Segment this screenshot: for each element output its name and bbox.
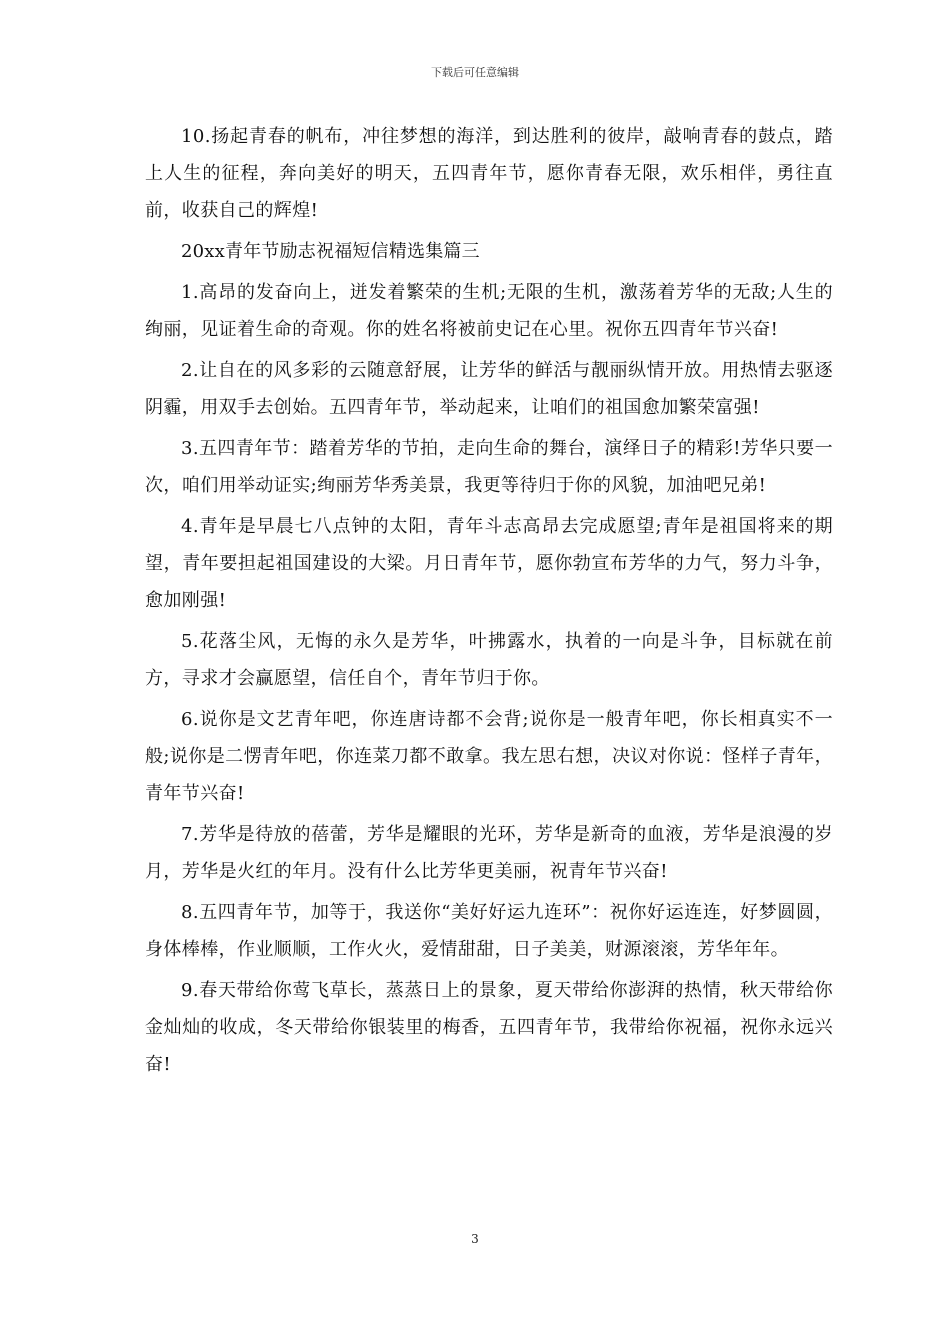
paragraph-item-8: 8.五四青年节，加等于，我送你“美好好运九连环”：祝你好运连连，好梦圆圆，身体棒棒，作业顺顺，工作火火，爱情甜甜，日子美美，财源滚滚，芳华年年。: [145, 902, 833, 960]
page-number: 3: [471, 1232, 479, 1246]
paragraph-item-3: 3.五四青年节：踏着芳华的节拍，走向生命的舞台，演绎日子的精彩!芳华只要一次，咱们用举动证实;绚丽芳华秀美景，我更等待归于你的风貌，加油吧兄弟!: [145, 438, 833, 496]
paragraph-item-9: 9.春天带给你莺飞草长，蒸蒸日上的景象，夏天带给你澎湃的热情，秋天带给你金灿灿的收成，冬天带给你银装里的梅香，五四青年节，我带给你祝福，祝你永远兴奋!: [145, 980, 833, 1075]
paragraph-item-1: 1.高昂的发奋向上，迸发着繁荣的生机;无限的生机，激荡着芳华的无敌;人生的绚丽，见证着生命的奇观。你的姓名将被前史记在心里。祝你五四青年节兴奋!: [145, 282, 833, 340]
document-body: [145, 118, 833, 1087]
paragraph-item-4: 4.青年是早晨七八点钟的太阳，青年斗志高昂去完成愿望;青年是祖国将来的期望，青年要担起祖国建设的大梁。月日青年节，愿你勃宣布芳华的力气，努力斗争，愈加刚强!: [145, 516, 833, 611]
page-header: 下载后可任意编辑: [431, 66, 519, 79]
paragraph-item-7: 7.芳华是待放的蓓蕾，芳华是耀眼的光环，芳华是新奇的血液，芳华是浪漫的岁月，芳华是火红的年月。没有什么比芳华更美丽，祝青年节兴奋!: [145, 824, 833, 882]
paragraph-item-10: 10.扬起青春的帆布，冲往梦想的海洋，到达胜利的彼岸，敲响青春的鼓点，踏上人生的征程，奔向美好的明天，五四青年节，愿你青春无限，欢乐相伴，勇往直前，收获自己的辉煌!: [145, 126, 833, 221]
paragraph-item-2: 2.让自在的风多彩的云随意舒展，让芳华的鲜活与靓丽纵情开放。用热情去驱逐阴霾，用双手去创始。五四青年节，举动起来，让咱们的祖国愈加繁荣富强!: [145, 360, 833, 418]
paragraph-item-6: 6.说你是文艺青年吧，你连唐诗都不会背;说你是一般青年吧，你长相真实不一般;说你是二愣青年吧，你连菜刀都不敢拿。我左思右想，决议对你说：怪样子青年，青年节兴奋!: [145, 709, 833, 804]
paragraph-item-5: 5.花落尘风，无悔的永久是芳华，叶拂露水，执着的一向是斗争，目标就在前方，寻求才会赢愿望，信任自个，青年节归于你。: [145, 631, 833, 689]
section-title: 20xx青年节励志祝福短信精选集篇三: [181, 241, 480, 262]
